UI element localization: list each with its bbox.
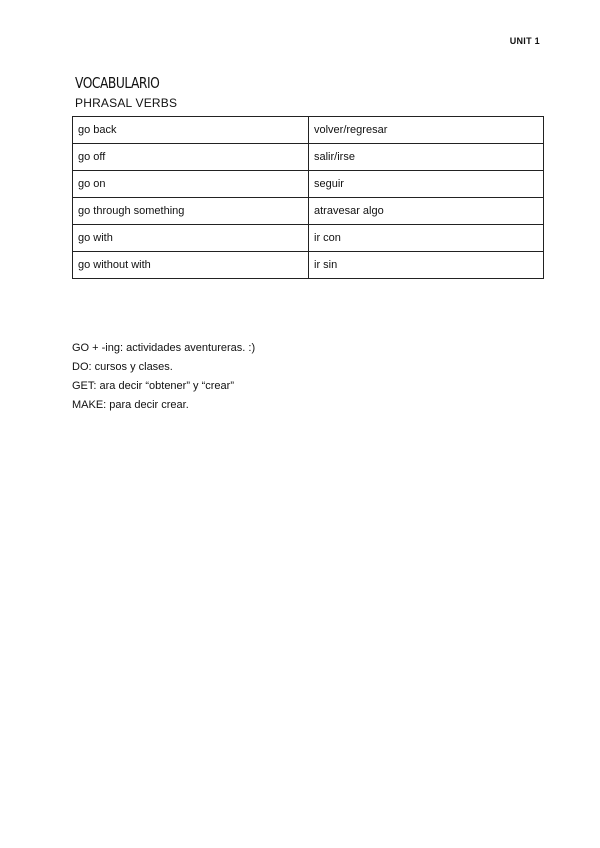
english-cell: go back xyxy=(73,117,309,144)
spanish-cell: volver/regresar xyxy=(309,117,544,144)
unit-label: UNIT 1 xyxy=(509,36,540,46)
usage-notes xyxy=(72,339,255,415)
table-row xyxy=(73,252,544,279)
table-row xyxy=(73,198,544,225)
english-cell: go through something xyxy=(73,198,309,225)
section-title: VOCABULARIO xyxy=(75,74,160,92)
english-cell: go with xyxy=(73,225,309,252)
note-line: GO + -ing: actividades aventureras. :) xyxy=(72,342,256,354)
table-row xyxy=(73,117,544,144)
note-line: DO: cursos y clases. xyxy=(72,361,173,373)
table-row xyxy=(73,225,544,252)
english-cell: go on xyxy=(73,171,309,198)
section-subtitle: PHRASAL VERBS xyxy=(75,96,178,110)
spanish-cell: seguir xyxy=(309,171,544,198)
table-row xyxy=(73,171,544,198)
english-cell: go off xyxy=(73,144,309,171)
note-line: GET: ara decir “obtener” y “crear” xyxy=(72,380,234,392)
note-line: MAKE: para decir crear. xyxy=(72,399,189,411)
table-row xyxy=(73,144,544,171)
phrasal-verbs-table xyxy=(72,116,544,279)
spanish-cell: salir/irse xyxy=(309,144,544,171)
english-cell: go without with xyxy=(73,252,309,279)
spanish-cell: ir sin xyxy=(309,252,544,279)
spanish-cell: ir con xyxy=(309,225,544,252)
spanish-cell: atravesar algo xyxy=(309,198,544,225)
